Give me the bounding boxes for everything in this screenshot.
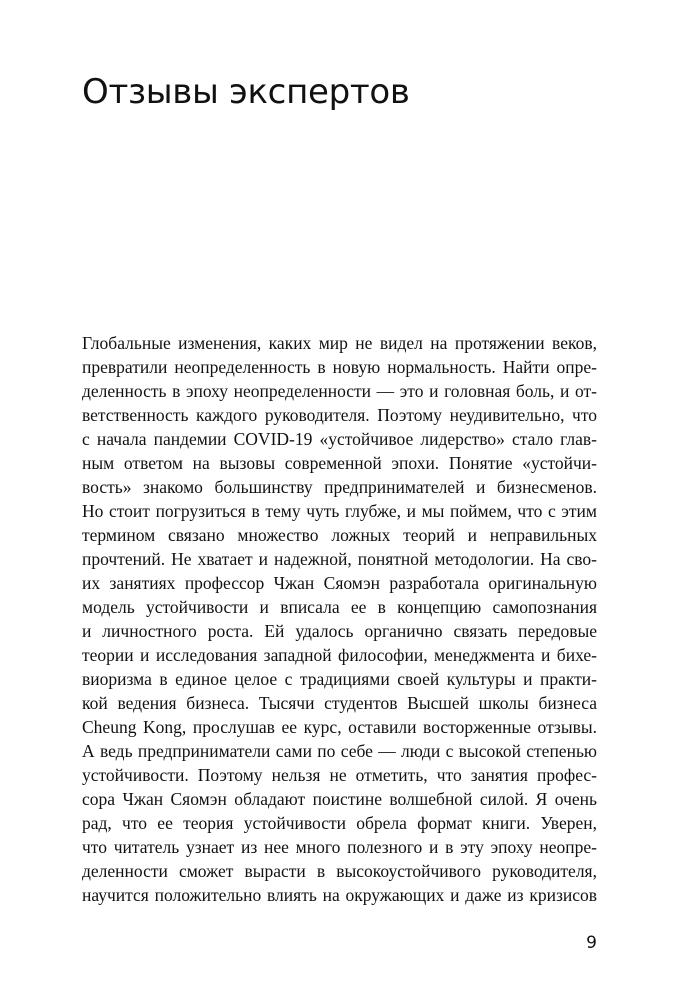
text-line: сора Чжан Сяомэн обладают поистине волшебной силой. Я очень	[82, 789, 597, 809]
text-line: Cheung Kong, прослушав ее курс, оставили восторженные отзывы.	[82, 717, 597, 737]
text-line: термином связано множество ложных теорий и неправильных	[82, 525, 597, 545]
text-line: деленности сможет вырасти в высокоустойчивого руководителя,	[82, 861, 597, 881]
text-line: вость» знакомо большинству предпринимателей и бизнесменов.	[82, 477, 597, 497]
page-title: Отзывы экспертов	[82, 72, 410, 112]
text-line: ным ответом на вызовы современной эпохи. Понятие «устойчи-	[82, 453, 597, 473]
text-line: кой ведения бизнеса. Тысячи студентов Высшей школы бизнеса	[82, 693, 597, 713]
text-line: Но стоит погрузиться в тему чуть глубже, и мы поймем, что с этим	[82, 501, 597, 521]
page-number: 9	[586, 933, 597, 953]
text-line: и личностного роста. Ей удалось органично связать передовые	[82, 621, 597, 641]
text-line: виоризма в единое целое с традициями своей культуры и практи-	[82, 669, 597, 689]
text-line: прочтений. Не хватает и надежной, понятной методологии. На сво-	[82, 549, 597, 569]
text-line: рад, что ее теория устойчивости обрела формат книги. Уверен,	[82, 813, 597, 833]
text-line: теории и исследования западной философии, менеджмента и бихе-	[82, 645, 597, 665]
text-line: Глобальные изменения, каких мир не видел на протяжении веков,	[82, 333, 597, 353]
text-line: научится положительно влиять на окружающих и даже из кризисов	[82, 885, 597, 905]
text-line: модель устойчивости и вписала ее в концепцию самопознания	[82, 597, 597, 617]
text-line: что читатель узнает из нее много полезного и в эту эпоху неопре-	[82, 837, 597, 857]
text-line: А ведь предприниматели сами по себе — люди с высокой степенью	[82, 741, 597, 761]
text-line: устойчивости. Поэтому нельзя не отметить, что занятия профес-	[82, 765, 597, 785]
body-paragraph	[82, 331, 597, 907]
text-line: их занятиях профессор Чжан Сяомэн разработала оригинальную	[82, 573, 597, 593]
text-line: превратили неопределенность в новую нормальность. Найти опре-	[82, 357, 597, 377]
text-line: деленность в эпоху неопределенности — это и головная боль, и от-	[82, 381, 597, 401]
text-line: с начала пандемии COVID-19 «устойчивое лидерство» стало глав-	[82, 429, 597, 449]
text-line: ветственность каждого руководителя. Поэтому неудивительно, что	[82, 405, 597, 425]
